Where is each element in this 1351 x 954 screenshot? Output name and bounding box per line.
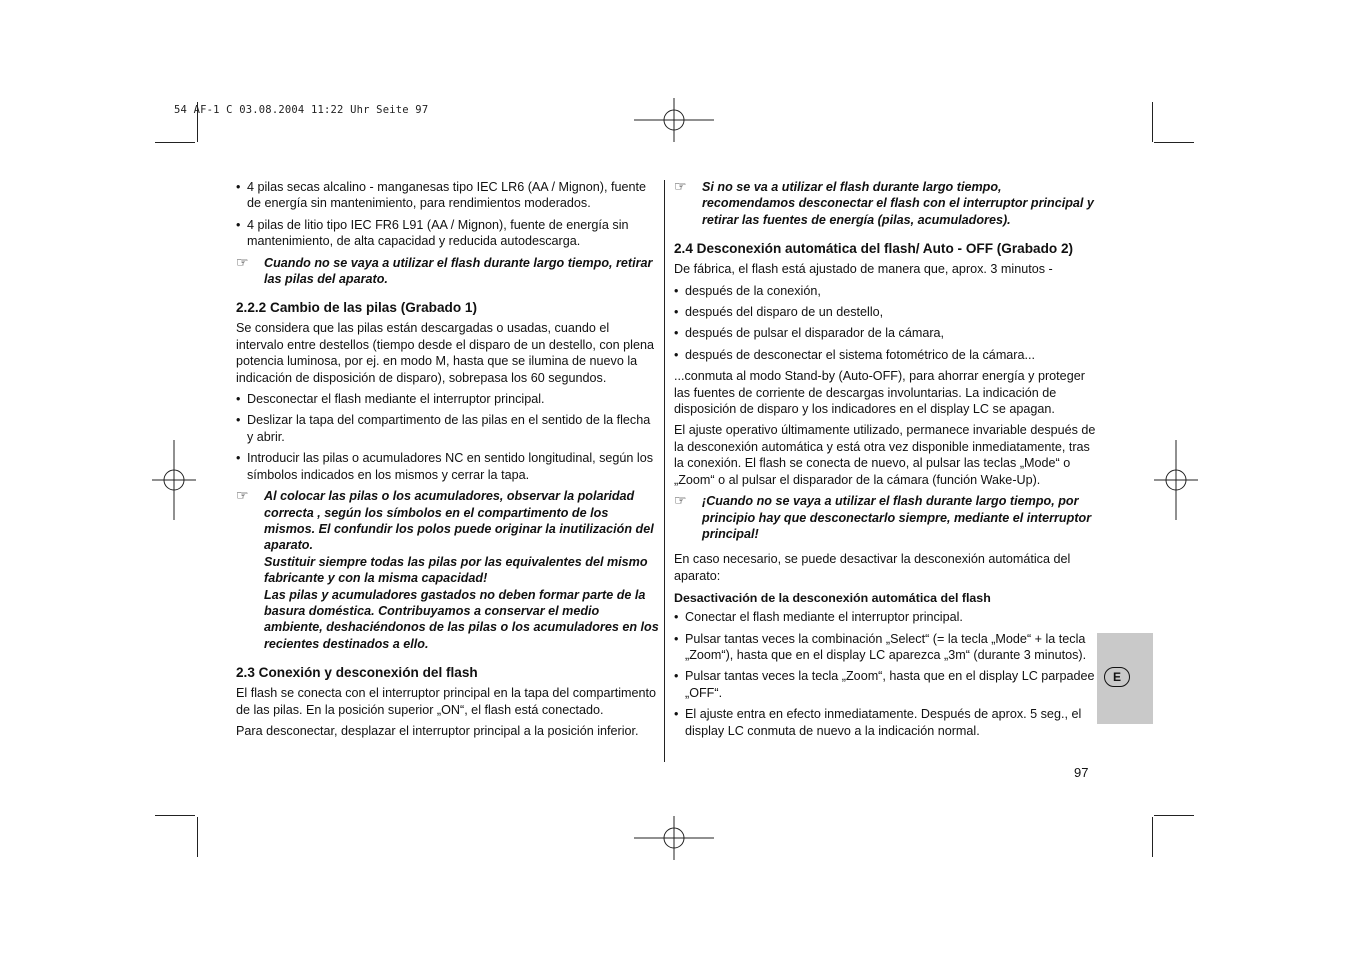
note-text: ¡Cuando no se vaya a utilizar el flash durante largo tiempo, por principio hay que desconectarlo siempre, mediante el interruptor principal! [702,494,1092,541]
note [236,255,660,288]
paragraph: El flash se conecta con el interruptor principal en la tapa del compartimento de las pilas. En la posición superior „ON“, el flash está conectado. [236,686,657,717]
pointing-hand-icon: ☞ [236,487,249,504]
list-item: • después de la conexión, [674,283,1098,299]
registration-mark-left [152,440,196,520]
page-number: 97 [1074,765,1089,780]
column-divider [664,180,665,762]
subheading: Desactivación de la desconexión automática del flash [674,591,991,606]
note [674,493,1098,542]
section-heading: 2.3 Conexión y desconexión del flash [236,665,478,681]
language-tab-label: E [1104,667,1130,687]
list-item: • Introducir las pilas o acumuladores NC en sentido longitudinal, según los símbolos indicados en los mismos y cerrar la tapa. [236,450,660,483]
note-text: Cuando no se vaya a utilizar el flash durante largo tiempo, retirar las pilas del aparato. [264,255,653,287]
paragraph: Para desconectar, desplazar el interruptor principal a la posición inferior. [236,723,639,738]
list-item: • Desconectar el flash mediante el interruptor principal. [236,391,660,407]
note-text: Las pilas y acumuladores gastados no deben formar parte de la basura doméstica. Contribuyamos a conservar el medio ambiente, deshaciéndonos de las pilas o los acumuladores en los recientes destinados a ello. [264,587,659,651]
note [674,179,1098,228]
crop-mark [197,817,198,857]
list-item: • Conectar el flash mediante el interruptor principal. [674,609,1098,625]
crop-mark [1152,817,1153,857]
pointing-hand-icon: ☞ [674,178,687,194]
crop-mark [1154,815,1194,816]
list-item: • después de pulsar el disparador de la cámara, [674,325,1098,341]
list-item: • después de desconectar el sistema fotométrico de la cámara... [674,347,1098,363]
paragraph: De fábrica, el flash está ajustado de manera que, aprox. 3 minutos - [674,262,1053,277]
registration-mark-top [634,98,714,142]
paragraph: El ajuste operativo últimamente utilizado, permanece invariable después de la desconexión automática y está otra vez disponible inmediatamente, tras la conexión. El flash se conecta de nuevo, al pulsar las teclas „Mode“ o „Zoom“ o al pulsar el disparador de la cámara (función Wake-Up). [674,423,1096,487]
crop-mark [1154,142,1194,143]
right-column [674,179,1098,744]
list-item: • 4 pilas de litio tipo IEC FR6 L91 (AA / Mignon), fuente de energía sin mantenimiento, de alta capacidad y reducida autodescarga. [236,217,660,250]
note [236,488,660,652]
section-heading: 2.4 Desconexión automática del flash/ Auto - OFF (Grabado 2) [674,241,1074,257]
registration-mark-bottom [634,816,714,860]
list-item: • 4 pilas secas alcalino - manganesas tipo IEC LR6 (AA / Mignon), fuente de energía sin mantenimiento, para rendimientos moderados. [236,179,660,212]
pointing-hand-icon: ☞ [674,492,687,509]
note-text: Si no se va a utilizar el flash durante largo tiempo, recomendamos desconectar el flash con el interruptor principal y retirar las fuentes de energía (pilas, acumuladores). [702,180,1094,227]
list-item: • Pulsar tantas veces la combinación „Select“ (= la tecla „Mode“ + la tecla „Zoom“), hasta que en el display LC aparezca „3m“ (durante 3 minutos). [674,631,1098,664]
list-item: • Pulsar tantas veces la tecla „Zoom“, hasta que en el display LC parpadee „OFF“. [674,668,1098,701]
note-text: Sustituir siempre todas las pilas por las equivalentes del mismo fabricante y con la misma capacidad! [264,554,648,586]
paragraph: En caso necesario, se puede desactivar la desconexión automática del aparato: [674,552,1071,583]
note-text: Al colocar las pilas o los acumuladores, observar la polaridad correcta , según los símbolos en el compartimento de los mismos. El confundir los polos puede originar la inutilización del aparato. [264,489,654,553]
paragraph: ...conmuta al modo Stand-by (Auto-OFF), para ahorrar energía y proteger las fuentes de corriente de descargas involuntarias. La indicación de disposición de disparo y los indicadores en el display LC se apagan. [674,369,1085,417]
registration-mark-right [1154,440,1198,520]
paragraph: Se considera que las pilas están descargadas o usadas, cuando el intervalo entre destellos (tiempo desde el disparo de un destello, con plena potencia luminosa, por ej. en modo M, hasta que se ilumina de nuevo la indicación de disposición de disparo), sobrepasa los 60 segundos. [236,321,654,385]
crop-mark [155,142,195,143]
section-heading: 2.2.2 Cambio de las pilas (Grabado 1) [236,300,477,316]
crop-mark [1152,102,1153,142]
list-item: • El ajuste entra en efecto inmediatamente. Después de aprox. 5 seg., el display LC conmuta de nuevo a la indicación normal. [674,706,1098,739]
print-slug: 54 AF-1 C 03.08.2004 11:22 Uhr Seite 97 [174,104,429,116]
left-column [236,179,660,744]
list-item: • Deslizar la tapa del compartimento de las pilas en el sentido de la flecha y abrir. [236,412,660,445]
list-item: • después del disparo de un destello, [674,304,1098,320]
crop-mark [155,815,195,816]
pointing-hand-icon: ☞ [236,253,249,270]
